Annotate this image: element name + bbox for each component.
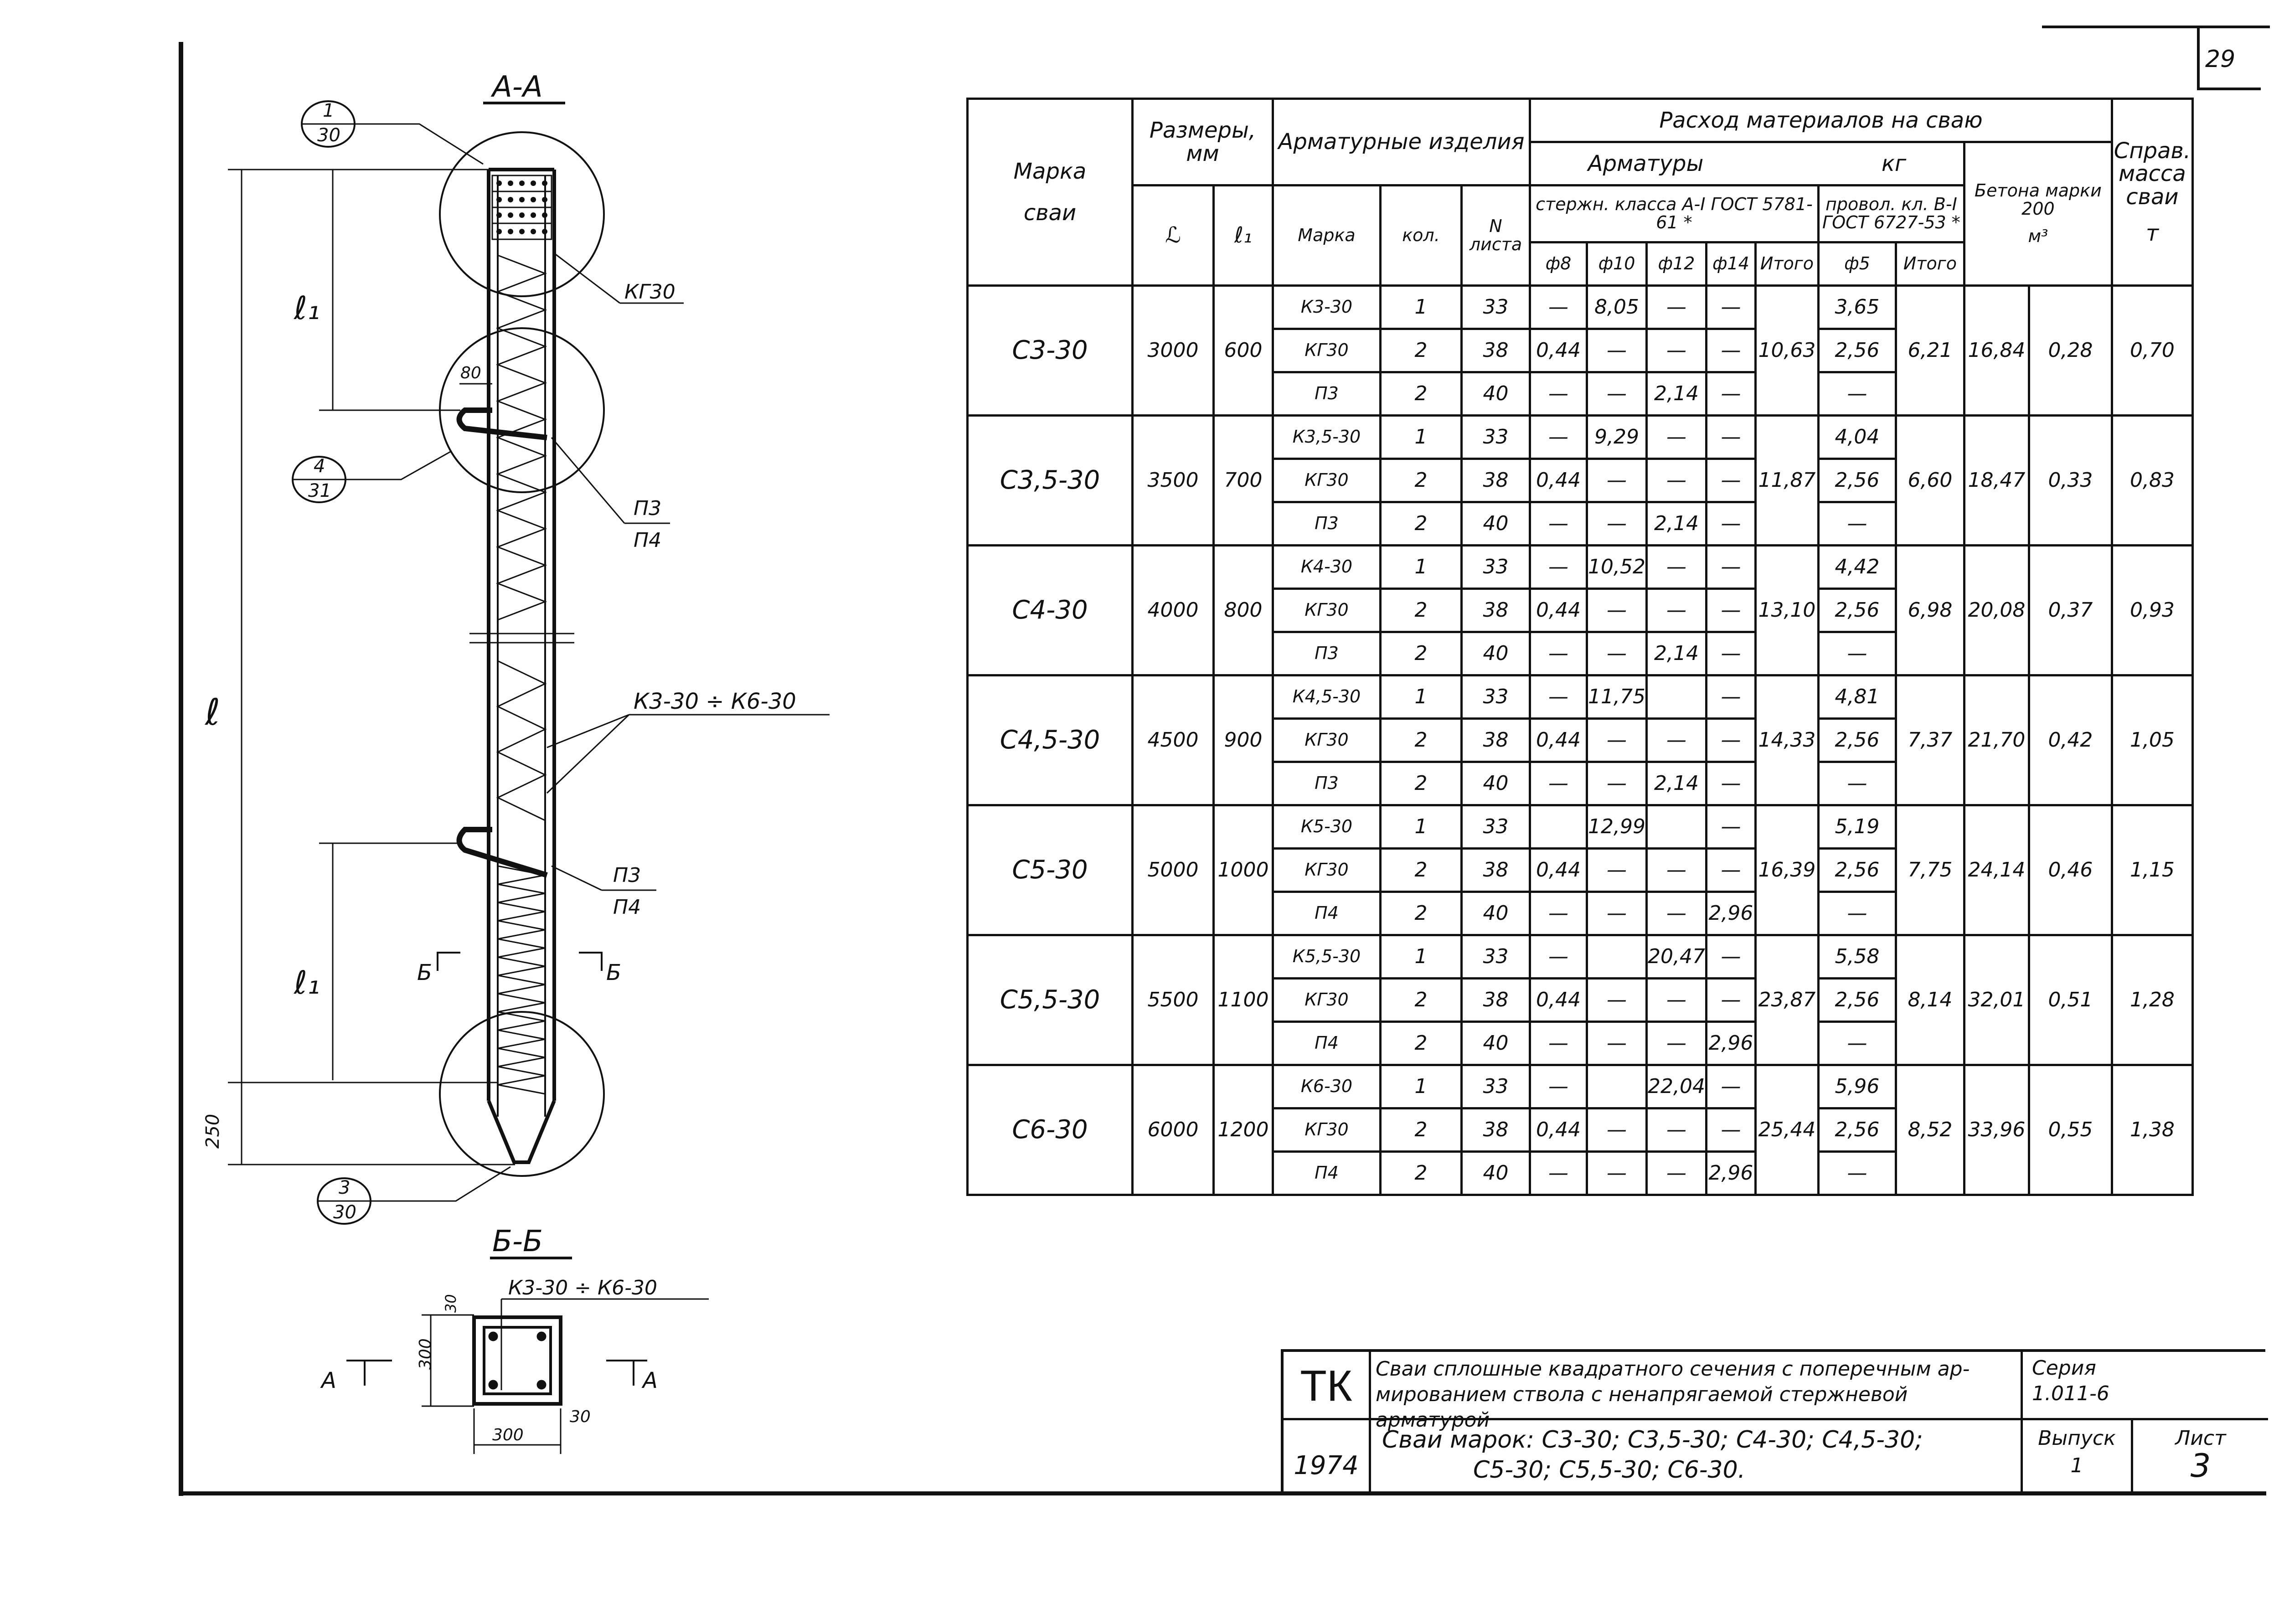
- table-cell: КГ30: [1273, 979, 1381, 1022]
- table-cell: —: [1587, 632, 1647, 675]
- table-cell: 23,87: [1755, 935, 1818, 1065]
- col-mark-header: Марка сваи: [968, 99, 1133, 286]
- table-cell: 2,14: [1646, 762, 1706, 805]
- table-cell: 5,58: [1818, 935, 1896, 979]
- table-cell: —: [1706, 459, 1755, 502]
- table-cell: 2,96: [1706, 892, 1755, 935]
- table-cell: КГ30: [1273, 329, 1381, 372]
- table-cell: —: [1646, 546, 1706, 589]
- col-bars-class-header: стержн. класса А-I ГОСТ 5781-61 *: [1530, 186, 1819, 242]
- table-cell: 4,42: [1818, 546, 1896, 589]
- table-cell: 0,33: [2029, 416, 2112, 546]
- table-cell: 16,39: [1755, 805, 1818, 935]
- col-rebar-items-header: Арматурные изделия: [1273, 99, 1530, 186]
- dim-300-side: 300: [416, 1338, 435, 1370]
- table-cell: 40: [1462, 1152, 1530, 1195]
- table-cell: 1: [1381, 416, 1462, 459]
- table-cell: С4,5-30: [968, 675, 1133, 805]
- table-cell: 5500: [1133, 935, 1214, 1065]
- table-cell: —: [1706, 1065, 1755, 1108]
- table-cell: 38: [1462, 329, 1530, 372]
- table-cell: 1,38: [2112, 1065, 2192, 1195]
- table-cell: 2,14: [1646, 632, 1706, 675]
- table-cell: —: [1587, 1152, 1647, 1195]
- table-cell: 5,96: [1818, 1065, 1896, 1108]
- table-cell: —: [1818, 892, 1896, 935]
- table-cell: 4,04: [1818, 416, 1896, 459]
- table-cell: —: [1706, 805, 1755, 849]
- table-cell: П3: [1273, 632, 1381, 675]
- table-cell: 38: [1462, 719, 1530, 762]
- table-cell: [1587, 1065, 1647, 1108]
- table-cell: —: [1706, 762, 1755, 805]
- table-cell: —: [1530, 1152, 1587, 1195]
- table-cell: —: [1706, 329, 1755, 372]
- table-cell: 5,19: [1818, 805, 1896, 849]
- table-cell: 2: [1381, 1108, 1462, 1152]
- table-cell: —: [1706, 546, 1755, 589]
- table-cell: [1646, 805, 1706, 849]
- table-cell: 900: [1214, 675, 1273, 805]
- table-cell: 0,44: [1530, 589, 1587, 632]
- table-cell: 2: [1381, 1022, 1462, 1065]
- col-consumption-header: Расход материалов на сваю: [1530, 99, 2112, 142]
- table-cell: 6,60: [1896, 416, 1964, 546]
- table-cell: —: [1530, 372, 1587, 416]
- table-cell: С5-30: [968, 805, 1133, 935]
- table-cell: 0,44: [1530, 719, 1587, 762]
- table-row: [968, 675, 2193, 719]
- dim-300-bottom: 300: [492, 1426, 524, 1444]
- dim-l1-top: ℓ₁: [294, 289, 320, 327]
- pile-body: [459, 170, 575, 1162]
- table-cell: С3-30: [968, 286, 1133, 416]
- table-cell: —: [1646, 329, 1706, 372]
- table-cell: 38: [1462, 459, 1530, 502]
- label-k-range-bb: К3-30 ÷ К6-30: [508, 1276, 658, 1299]
- table-cell: 4000: [1133, 546, 1214, 675]
- callout-1-30: [302, 100, 483, 164]
- table-cell: К3-30: [1273, 286, 1381, 329]
- label-p3-top-a: П3: [634, 497, 662, 520]
- table-cell: —: [1530, 416, 1587, 459]
- table-cell: 38: [1462, 589, 1530, 632]
- table-cell: 38: [1462, 979, 1530, 1022]
- table-cell: 1: [1381, 805, 1462, 849]
- table-cell: 1: [1381, 286, 1462, 329]
- table-cell: —: [1646, 719, 1706, 762]
- table-cell: 1200: [1214, 1065, 1273, 1195]
- table-cell: 6,98: [1896, 546, 1964, 675]
- table-cell: 11,87: [1755, 416, 1818, 546]
- table-cell: 6,21: [1896, 286, 1964, 416]
- section-bb-title: Б-Б: [492, 1225, 543, 1258]
- table-cell: 0,83: [2112, 416, 2192, 546]
- col-d8-header: ф8: [1530, 242, 1587, 286]
- dim-30-top: 30: [442, 1294, 459, 1313]
- table-cell: 33: [1462, 1065, 1530, 1108]
- table-cell: 2: [1381, 372, 1462, 416]
- table-cell: 8,52: [1896, 1065, 1964, 1195]
- label-k-range: К3-30 ÷ К6-30: [634, 689, 796, 714]
- col-item-mark-header: Марка: [1273, 186, 1381, 286]
- table-cell: 2: [1381, 979, 1462, 1022]
- top-mesh-kg30: [492, 175, 552, 239]
- table-cell: —: [1587, 979, 1647, 1022]
- table-cell: —: [1646, 849, 1706, 892]
- table-cell: 24,14: [1964, 805, 2029, 935]
- table-cell: 2: [1381, 632, 1462, 675]
- table-cell: 0,44: [1530, 849, 1587, 892]
- table-cell: 7,75: [1896, 805, 1964, 935]
- table-cell: 1: [1381, 935, 1462, 979]
- col-reinforcement-header: Арматуры кг: [1530, 142, 1964, 186]
- table-cell: 1000: [1214, 805, 1273, 935]
- table-cell: 33: [1462, 805, 1530, 849]
- table-cell: 13,10: [1755, 546, 1818, 675]
- table-cell: —: [1818, 1152, 1896, 1195]
- table-cell: КГ30: [1273, 459, 1381, 502]
- table-cell: К6-30: [1273, 1065, 1381, 1108]
- table-cell: —: [1646, 979, 1706, 1022]
- org-code: ТК: [1284, 1352, 1371, 1420]
- dimension-lines: [228, 170, 515, 1165]
- table-cell: 12,99: [1587, 805, 1647, 849]
- table-cell: —: [1646, 1108, 1706, 1152]
- table-cell: 2: [1381, 502, 1462, 546]
- year: 1974: [1284, 1420, 1371, 1494]
- table-cell: 600: [1214, 286, 1273, 416]
- table-cell: П3: [1273, 502, 1381, 546]
- table-cell: 0,44: [1530, 459, 1587, 502]
- table-cell: 33: [1462, 286, 1530, 329]
- col-dims-header: Размеры, мм: [1133, 99, 1273, 186]
- cut-b-left: Б: [417, 960, 432, 985]
- table-cell: [1530, 805, 1587, 849]
- table-cell: 1: [1381, 546, 1462, 589]
- cut-b-right: Б: [606, 960, 621, 985]
- svg-text:31: 31: [308, 480, 331, 501]
- table-cell: С3,5-30: [968, 416, 1133, 546]
- table-cell: 2: [1381, 849, 1462, 892]
- table-cell: 2: [1381, 1152, 1462, 1195]
- table-cell: —: [1587, 762, 1647, 805]
- table-cell: 20,08: [1964, 546, 2029, 675]
- table-cell: 4500: [1133, 675, 1214, 805]
- table-cell: —: [1706, 675, 1755, 719]
- label-p3-bot-b: П3: [613, 864, 641, 887]
- table-cell: 0,55: [2029, 1065, 2112, 1195]
- table-cell: 1,28: [2112, 935, 2192, 1065]
- table-cell: —: [1818, 762, 1896, 805]
- table-cell: —: [1587, 502, 1647, 546]
- table-cell: 16,84: [1964, 286, 2029, 416]
- table-cell: 2,56: [1818, 329, 1896, 372]
- table-cell: 2,56: [1818, 979, 1896, 1022]
- col-d5-header: ф5: [1818, 242, 1896, 286]
- table-cell: К5,5-30: [1273, 935, 1381, 979]
- cut-a-right: А: [643, 1368, 658, 1393]
- col-d12-header: ф12: [1646, 242, 1706, 286]
- table-cell: 9,29: [1587, 416, 1647, 459]
- col-total2-header: Итого: [1896, 242, 1964, 286]
- dim-l1-bot: ℓ₁: [294, 964, 320, 1001]
- table-row: [968, 935, 2193, 979]
- col-sheet-no-header: N листа: [1462, 186, 1530, 286]
- table-cell: К4-30: [1273, 546, 1381, 589]
- table-cell: [1646, 675, 1706, 719]
- table-cell: —: [1587, 589, 1647, 632]
- pile-marks-list: Сваи марок: С3-30; С3,5-30; С4-30; С4,5-30; С5-30; С5,5-30; С6-30.: [1371, 1420, 2023, 1494]
- table-cell: 0,44: [1530, 1108, 1587, 1152]
- table-cell: —: [1706, 849, 1755, 892]
- table-cell: 33: [1462, 675, 1530, 719]
- table-cell: 2,96: [1706, 1152, 1755, 1195]
- table-cell: —: [1530, 935, 1587, 979]
- table-cell: П3: [1273, 372, 1381, 416]
- label-p4-top-a: П4: [634, 529, 662, 552]
- issue-cell: Выпуск 1: [2023, 1420, 2133, 1494]
- table-cell: —: [1530, 502, 1587, 546]
- table-cell: П3: [1273, 762, 1381, 805]
- svg-text:3: 3: [339, 1177, 351, 1198]
- dim-80: 80: [460, 364, 481, 382]
- table-cell: 0,70: [2112, 286, 2192, 416]
- table-cell: КГ30: [1273, 1108, 1381, 1152]
- table-cell: —: [1587, 719, 1647, 762]
- table-cell: 2,56: [1818, 589, 1896, 632]
- table-cell: 0,93: [2112, 546, 2192, 675]
- table-cell: [1587, 935, 1647, 979]
- table-cell: 7,37: [1896, 675, 1964, 805]
- dim-30-right: 30: [570, 1407, 591, 1426]
- table-cell: —: [1646, 459, 1706, 502]
- table-cell: 38: [1462, 849, 1530, 892]
- table-cell: 0,37: [2029, 546, 2112, 675]
- callout-3-30: [318, 1167, 510, 1224]
- table-cell: 1,15: [2112, 805, 2192, 935]
- table-cell: 2,56: [1818, 849, 1896, 892]
- table-cell: —: [1646, 1022, 1706, 1065]
- table-cell: 11,75: [1587, 675, 1647, 719]
- table-cell: 32,01: [1964, 935, 2029, 1065]
- table-cell: —: [1706, 1108, 1755, 1152]
- table-row: [968, 546, 2193, 589]
- table-cell: —: [1818, 632, 1896, 675]
- detail-circle-bottom: [440, 1012, 604, 1176]
- table-cell: —: [1646, 416, 1706, 459]
- table-cell: 0,28: [2029, 286, 2112, 416]
- table-cell: 2,56: [1818, 459, 1896, 502]
- table-cell: —: [1587, 1022, 1647, 1065]
- col-d14-header: ф14: [1706, 242, 1755, 286]
- callout-4-31: [293, 451, 451, 502]
- col-total1-header: Итого: [1755, 242, 1818, 286]
- table-cell: 2,96: [1706, 1022, 1755, 1065]
- table-cell: П4: [1273, 1022, 1381, 1065]
- table-cell: 2: [1381, 589, 1462, 632]
- table-cell: 33: [1462, 546, 1530, 589]
- svg-text:30: 30: [317, 125, 340, 146]
- table-cell: 3,65: [1818, 286, 1896, 329]
- table-cell: 33,96: [1964, 1065, 2029, 1195]
- col-l1-header: ℓ₁: [1214, 186, 1273, 286]
- col-d10-header: ф10: [1587, 242, 1647, 286]
- label-p4-bot-b: П4: [613, 896, 641, 919]
- table-cell: —: [1818, 1022, 1896, 1065]
- label-kg30: КГ30: [624, 280, 675, 304]
- table-cell: 6000: [1133, 1065, 1214, 1195]
- table-cell: 800: [1214, 546, 1273, 675]
- table-cell: С4-30: [968, 546, 1133, 675]
- sheet-number: 29: [2205, 46, 2236, 73]
- table-cell: КГ30: [1273, 719, 1381, 762]
- table-cell: —: [1706, 719, 1755, 762]
- pile-drawing: [0, 0, 912, 1504]
- table-cell: —: [1587, 849, 1647, 892]
- table-cell: —: [1530, 1065, 1587, 1108]
- table-cell: 10,52: [1587, 546, 1647, 589]
- col-concrete-header: Бетона марки 200 м³: [1964, 142, 2112, 286]
- table-cell: П4: [1273, 1152, 1381, 1195]
- table-cell: К4,5-30: [1273, 675, 1381, 719]
- col-l-header: ℒ: [1133, 186, 1214, 286]
- table-cell: 40: [1462, 372, 1530, 416]
- table-cell: —: [1818, 372, 1896, 416]
- table-cell: —: [1706, 502, 1755, 546]
- table-row: [968, 286, 2193, 329]
- table-cell: КГ30: [1273, 589, 1381, 632]
- table-cell: 8,14: [1896, 935, 1964, 1065]
- table-cell: —: [1587, 372, 1647, 416]
- table-cell: —: [1530, 632, 1587, 675]
- table-cell: —: [1706, 935, 1755, 979]
- table-cell: 1: [1381, 675, 1462, 719]
- table-cell: —: [1706, 632, 1755, 675]
- table-cell: К5-30: [1273, 805, 1381, 849]
- cut-a-left: А: [321, 1368, 336, 1393]
- table-cell: 40: [1462, 892, 1530, 935]
- table-cell: С5,5-30: [968, 935, 1133, 1065]
- table-cell: 40: [1462, 632, 1530, 675]
- table-cell: 8,05: [1587, 286, 1647, 329]
- table-cell: 38: [1462, 1108, 1530, 1152]
- dim-l: ℓ: [205, 691, 221, 733]
- section-aa-title: А-А: [492, 70, 543, 104]
- sheet-cell: Лист 3: [2175, 1427, 2226, 1485]
- table-cell: —: [1587, 329, 1647, 372]
- table-cell: —: [1530, 546, 1587, 589]
- table-cell: —: [1530, 675, 1587, 719]
- table-cell: 1100: [1214, 935, 1273, 1065]
- table-cell: 1: [1381, 1065, 1462, 1108]
- table-cell: 5000: [1133, 805, 1214, 935]
- table-cell: —: [1706, 286, 1755, 329]
- table-row: [968, 416, 2193, 459]
- table-cell: 3500: [1133, 416, 1214, 546]
- table-cell: 33: [1462, 935, 1530, 979]
- svg-text:30: 30: [333, 1202, 356, 1223]
- title-block: [1281, 1349, 2265, 1494]
- table-cell: 0,44: [1530, 329, 1587, 372]
- table-row: [968, 1065, 2193, 1108]
- table-cell: —: [1706, 589, 1755, 632]
- table-cell: 2,14: [1646, 502, 1706, 546]
- table-cell: —: [1646, 286, 1706, 329]
- col-item-qty-header: кол.: [1381, 186, 1462, 286]
- table-cell: 33: [1462, 416, 1530, 459]
- table-cell: —: [1587, 892, 1647, 935]
- table-cell: 25,44: [1755, 1065, 1818, 1195]
- table-cell: КГ30: [1273, 849, 1381, 892]
- materials-table: [966, 98, 2194, 1196]
- table-cell: —: [1530, 286, 1587, 329]
- table-cell: 20,47: [1646, 935, 1706, 979]
- table-cell: 2: [1381, 329, 1462, 372]
- col-wire-class-header: провол. кл. В-I ГОСТ 6727-53 *: [1818, 186, 1964, 242]
- table-cell: 10,63: [1755, 286, 1818, 416]
- table-cell: —: [1818, 502, 1896, 546]
- dim-250: 250: [202, 1114, 223, 1149]
- svg-text:4: 4: [314, 456, 325, 477]
- table-cell: —: [1706, 979, 1755, 1022]
- table-row: [968, 805, 2193, 849]
- table-cell: К3,5-30: [1273, 416, 1381, 459]
- table-cell: 700: [1214, 416, 1273, 546]
- table-cell: 2,14: [1646, 372, 1706, 416]
- table-cell: —: [1587, 1108, 1647, 1152]
- series-cell: Серия 1.011-6: [2023, 1352, 2268, 1420]
- table-cell: 0,44: [1530, 979, 1587, 1022]
- table-cell: —: [1646, 892, 1706, 935]
- table-cell: —: [1530, 762, 1587, 805]
- table-cell: П4: [1273, 892, 1381, 935]
- table-cell: —: [1530, 1022, 1587, 1065]
- table-cell: —: [1646, 589, 1706, 632]
- table-cell: —: [1587, 459, 1647, 502]
- table-cell: 40: [1462, 502, 1530, 546]
- table-cell: 22,04: [1646, 1065, 1706, 1108]
- table-cell: —: [1706, 372, 1755, 416]
- table-cell: 18,47: [1964, 416, 2029, 546]
- table-cell: 4,81: [1818, 675, 1896, 719]
- drawing-title: Сваи сплошные квадратного сечения с поперечным ар- мированием ствола с ненапрягаемой стержневой арматурой: [1371, 1352, 2023, 1420]
- table-cell: —: [1706, 416, 1755, 459]
- table-cell: —: [1530, 892, 1587, 935]
- materials-table-body: [968, 286, 2193, 1195]
- svg-text:1: 1: [323, 100, 335, 121]
- table-cell: С6-30: [968, 1065, 1133, 1195]
- table-cell: 2: [1381, 459, 1462, 502]
- table-cell: 2: [1381, 719, 1462, 762]
- col-ref-mass-header: Справ. масса сваи т: [2112, 99, 2192, 286]
- table-cell: 40: [1462, 762, 1530, 805]
- table-cell: 1,05: [2112, 675, 2192, 805]
- table-cell: 40: [1462, 1022, 1530, 1065]
- table-cell: 3000: [1133, 286, 1214, 416]
- table-cell: 2,56: [1818, 719, 1896, 762]
- table-cell: 0,51: [2029, 935, 2112, 1065]
- table-cell: 0,42: [2029, 675, 2112, 805]
- table-cell: 0,46: [2029, 805, 2112, 935]
- table-cell: 2,56: [1818, 1108, 1896, 1152]
- table-cell: 2: [1381, 762, 1462, 805]
- table-cell: —: [1646, 1152, 1706, 1195]
- table-cell: 2: [1381, 892, 1462, 935]
- table-cell: 21,70: [1964, 675, 2029, 805]
- table-cell: 14,33: [1755, 675, 1818, 805]
